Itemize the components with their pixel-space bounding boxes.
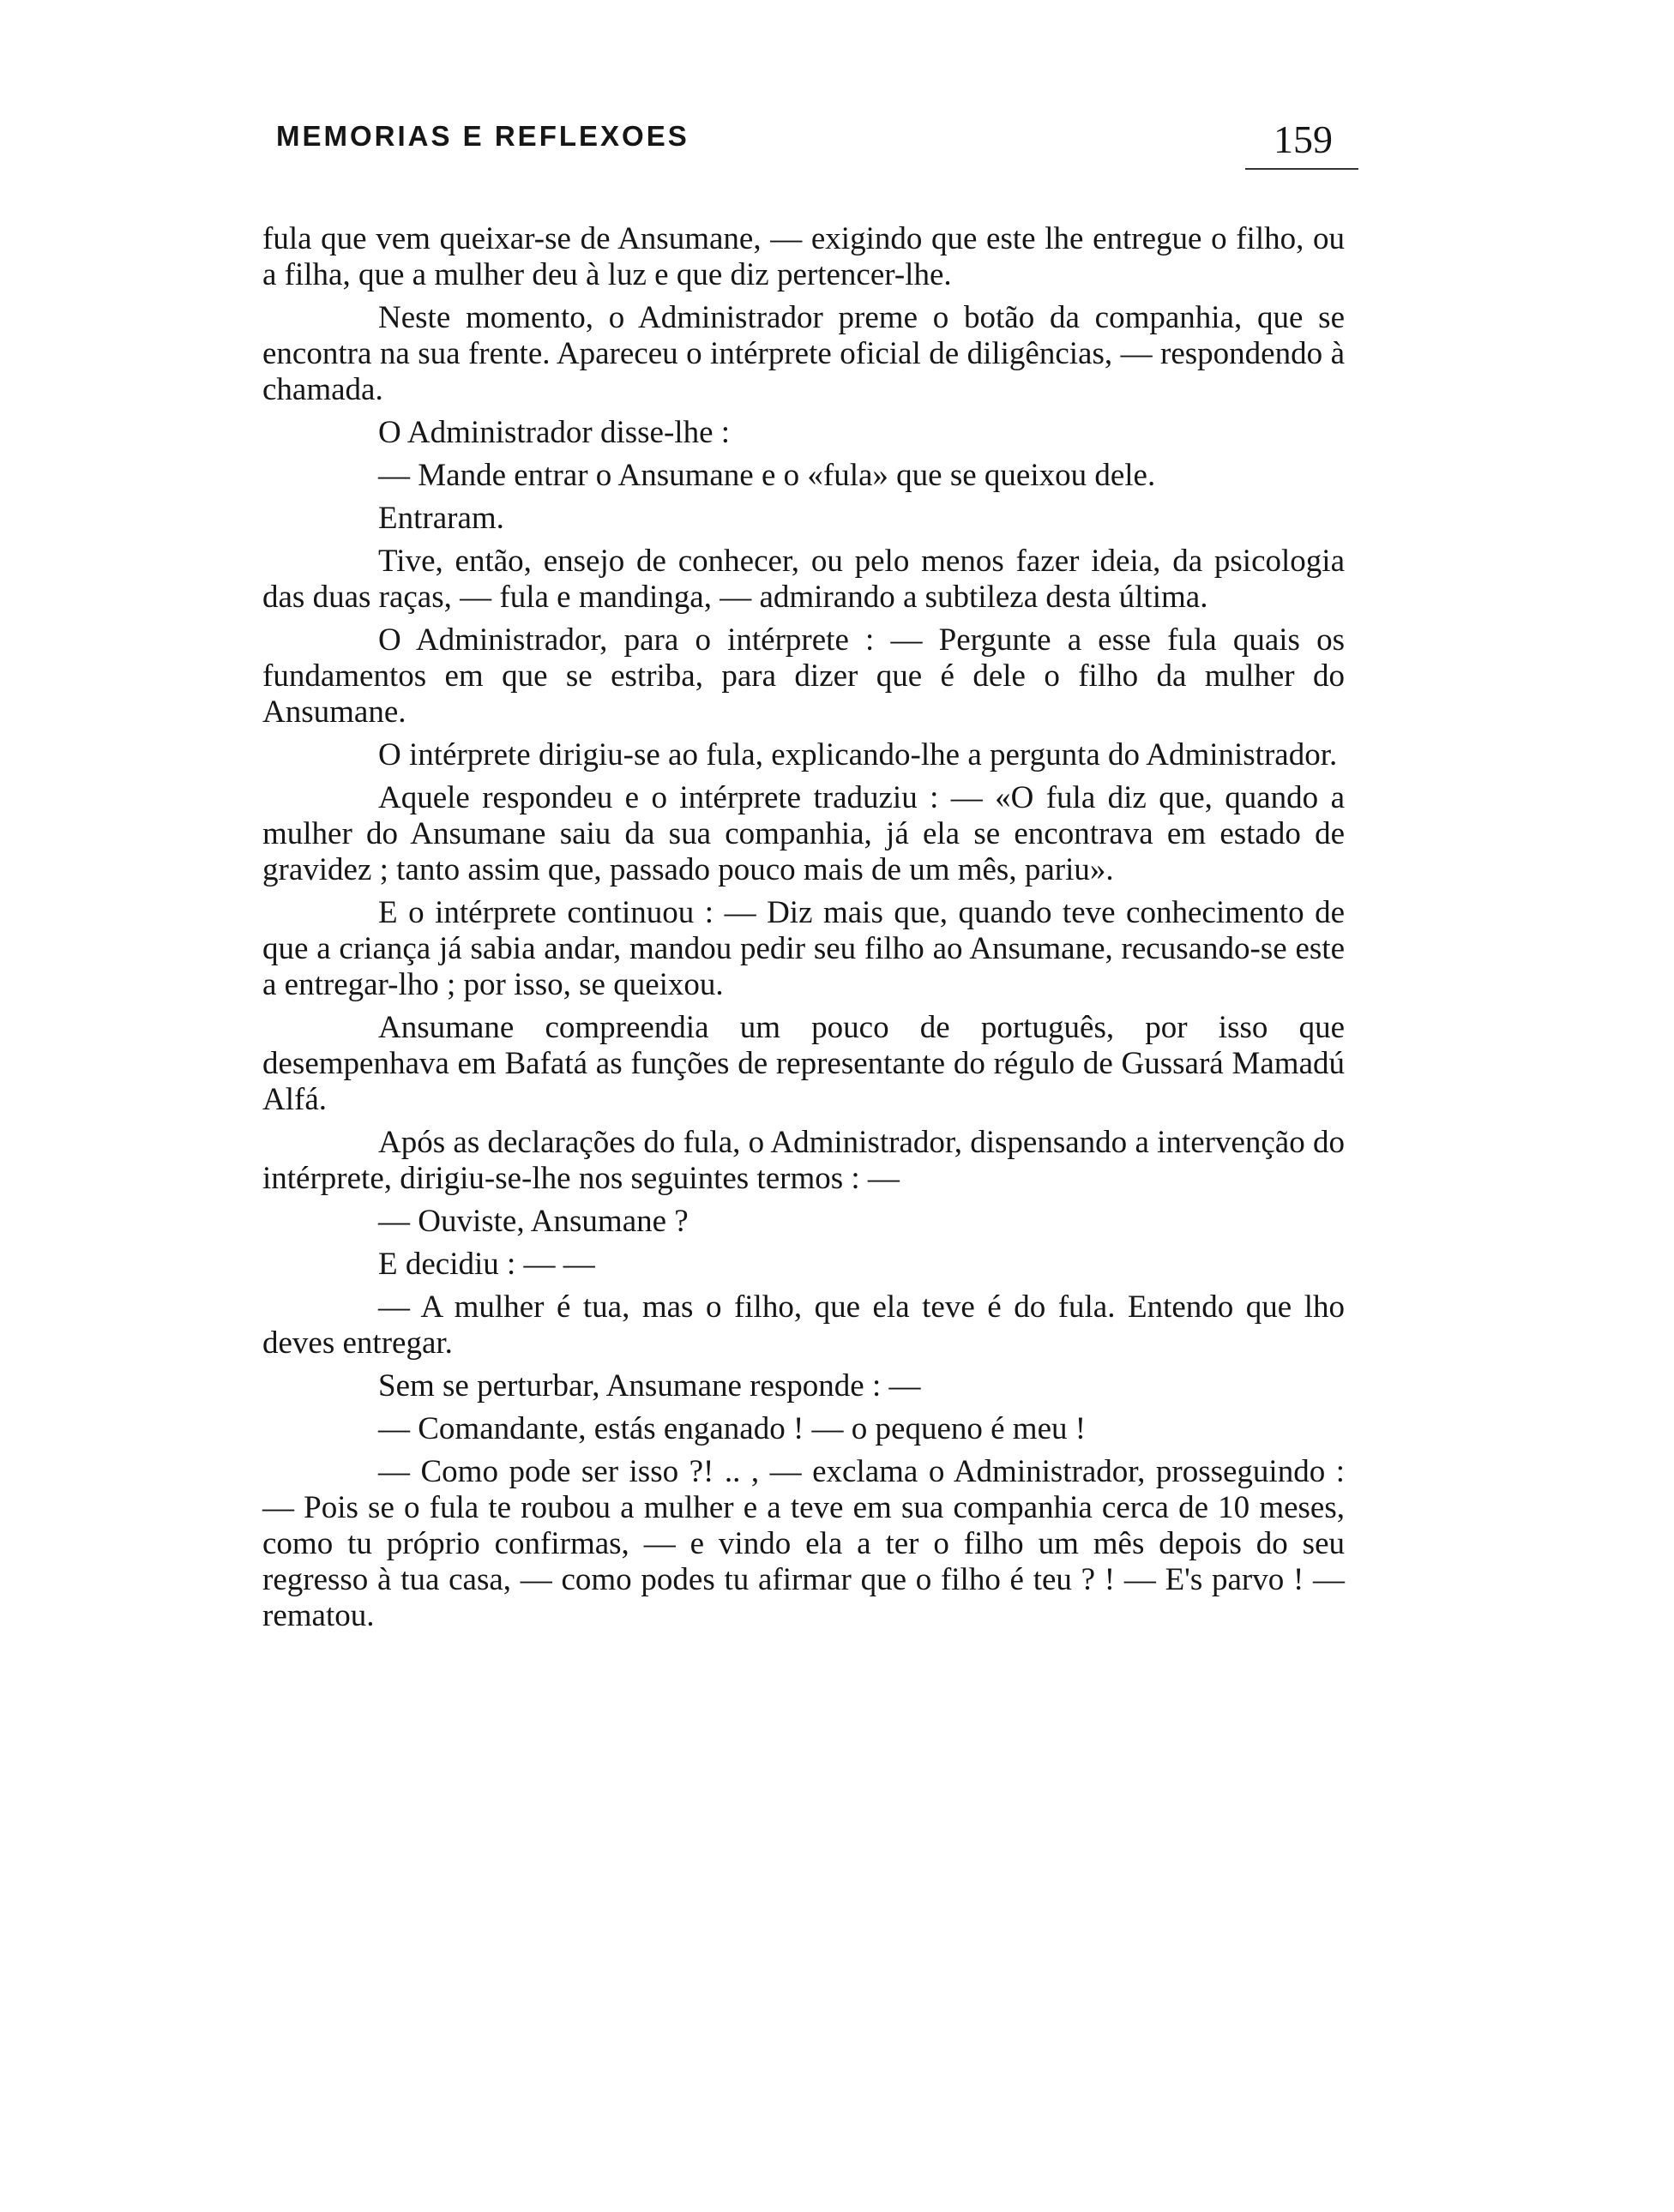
paragraph: — A mulher é tua, mas o filho, que ela teve é do fula. Entendo que lho deves entregar.: [262, 1289, 1345, 1361]
paragraph: Aquele respondeu e o intérprete traduziu : — «O fula diz que, quando a mulher do Ansumane saiu da sua companhia, já ela se encontrava em estado de gravidez ; tanto assim que, passado pouco mais de um mês, pariu».: [262, 780, 1345, 887]
paragraph: Após as declarações do fula, o Administrador, dispensando a intervenção do intérprete, dirigiu-se-lhe nos seguintes termos : —: [262, 1125, 1345, 1196]
paragraph: Sem se perturbar, Ansumane responde : —: [378, 1368, 921, 1404]
header-rule: [1245, 168, 1358, 170]
paragraph: — Como pode ser isso ?! .. , — exclama o Administrador, prosseguindo : — Pois se o fula te roubou a mulher e a teve em sua companhia cerca de 10 meses, como tu próprio confirmas, — e vindo ela a ter o filho um mês depois do seu regresso à tua casa, — como podes tu afirmar que o filho é teu ? ! — E's parvo ! — rematou.: [262, 1454, 1345, 1633]
paragraph: — Mande entrar o Ansumane e o «fula» que se queixou dele.: [378, 458, 1156, 493]
running-title: MEMORIAS E REFLEXOES: [276, 120, 689, 152]
paragraph: — Ouviste, Ansumane ?: [378, 1204, 689, 1239]
paragraph: — Comandante, estás enganado ! — o pequeno é meu !: [378, 1411, 1087, 1446]
paragraph: Neste momento, o Administrador preme o botão da companhia, que se encontra na sua frente. Apareceu o intérprete oficial de diligências, — respondendo à chamada.: [262, 300, 1345, 407]
body-text: [262, 221, 1345, 1641]
paragraph: O Administrador, para o intérprete : — Pergunte a esse fula quais os fundamentos em que se estriba, para dizer que é dele o filho da mulher do Ansumane.: [262, 622, 1345, 730]
paragraph: O intérprete dirigiu-se ao fula, explicando-lhe a pergunta do Administrador.: [378, 737, 1338, 772]
paragraph: fula que vem queixar-se de Ansumane, — exigindo que este lhe entregue o filho, ou a filha, que a mulher deu à luz e que diz pertencer-lhe.: [262, 221, 1345, 292]
paragraph: Entraram.: [378, 501, 504, 536]
paragraph: Ansumane compreendia um pouco de português, por isso que desempenhava em Bafatá as funções de representante do régulo de Gussará Mamadú Alfá.: [262, 1010, 1345, 1117]
paragraph: E o intérprete continuou : — Diz mais que, quando teve conhecimento de que a criança já sabia andar, mandou pedir seu filho ao Ansumane, recusando-se este a entregar-lho ; por isso, se queixou.: [262, 895, 1345, 1002]
page-header: [276, 117, 1358, 171]
page-number: 159: [1274, 117, 1333, 161]
paragraph: O Administrador disse-lhe :: [378, 415, 731, 450]
paragraph: E decidiu : — —: [378, 1247, 595, 1282]
paragraph: Tive, então, ensejo de conhecer, ou pelo menos fazer ideia, da psicologia das duas raças, — fula e mandinga, — admirando a subtileza desta última.: [262, 544, 1345, 615]
